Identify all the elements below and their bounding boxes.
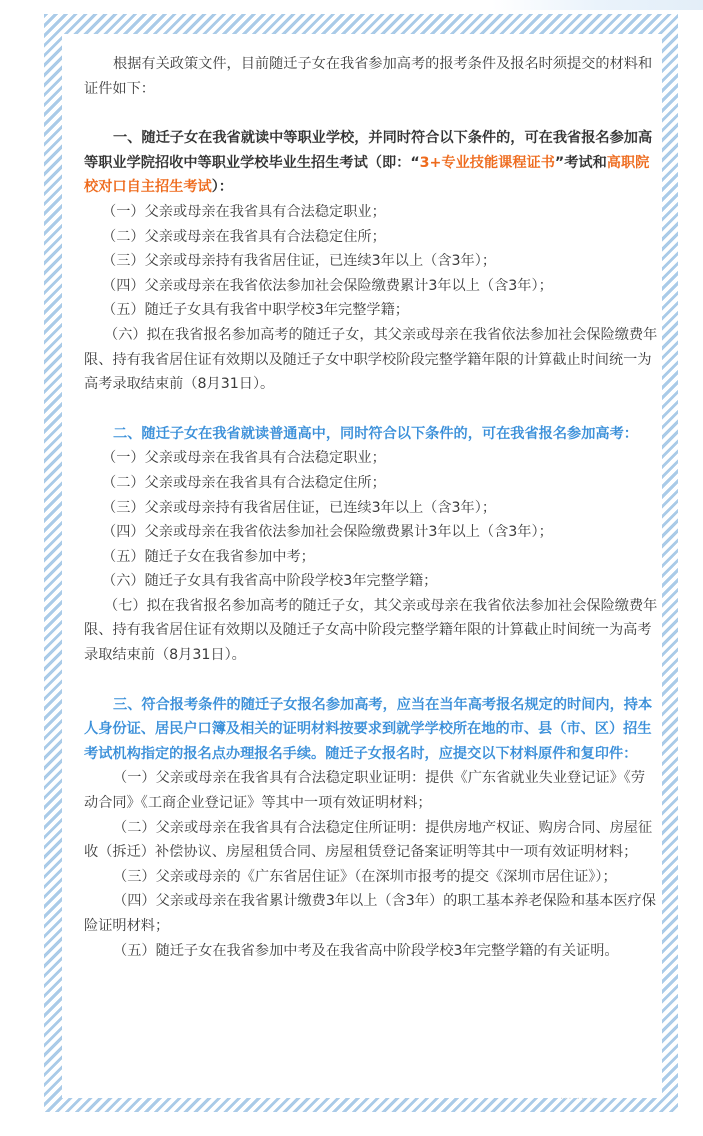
top-decor-strip bbox=[0, 0, 703, 10]
section3-item-2: （二）父亲或母亲在我省具有合法稳定住所证明：提供房地产权证、购房合同、房屋征收（拆迁）补偿协议、房屋租赁合同、房屋租赁登记备案证明等其中一项有效证明材料； bbox=[84, 819, 653, 861]
section1-item-6: （六）拟在我省报名参加高考的随迁子女，其父亲或母亲在我省依法参加社会保险缴费年限、持有我省居住证有效期以及随迁子女中职学校阶段完整学籍年限的计算截止时间统一为高考录取结束前（8月31日）。 bbox=[84, 326, 658, 393]
section2-item-6: （六）随迁子女具有我省高中阶段学校3年完整学籍； bbox=[102, 573, 438, 590]
section1-heading-end: ）： bbox=[211, 179, 233, 196]
section2-item-3: （三）父亲或母亲持有我省居住证，已连续3年以上（含3年）； bbox=[102, 499, 497, 516]
intro-paragraph: 根据有关政策文件，目前随迁子女在我省参加高考的报考条件及报名时须提交的材料和证件如下： bbox=[84, 56, 653, 97]
section1-item-1: （一）父亲或母亲在我省具有合法稳定职业； bbox=[102, 203, 386, 220]
section1-item-2: （二）父亲或母亲在我省具有合法稳定住所； bbox=[102, 228, 386, 245]
section1-heading-text: 一、随迁子女在我省就读中等职业学校，并同时符合以下条件的，可在我省报名参加高等职业学院招收中等职业学校毕业生招生考试（即：“ bbox=[84, 130, 653, 171]
section3-heading: 三、符合报考条件的随迁子女报名参加高考，应当在当年高考报名规定的时间内，持本人身份证、居民户口簿及相关的证明材料按要求到就学学校所在地的市、县（市、区）招生考试机构指定的报名点办理报名手续。随迁子女报名时，应提交以下材料原件和复印件： bbox=[84, 696, 653, 762]
section3-item-3: （三）父亲或母亲的《广东省居住证》（在深圳市报考的提交《深圳市居住证》）； bbox=[113, 868, 617, 885]
section3-item-5: （五）随迁子女在我省参加中考及在我省高中阶段学校3年完整学籍的有关证明。 bbox=[113, 942, 619, 959]
section1-item-3: （三）父亲或母亲持有我省居住证，已连续3年以上（含3年）； bbox=[102, 253, 497, 270]
section1-item-5: （五）随迁子女具有我省中职学校3年完整学籍； bbox=[102, 302, 409, 319]
section2-item-5: （五）随迁子女在我省参加中考； bbox=[102, 548, 315, 565]
section3-item-1: （一）父亲或母亲在我省具有合法稳定职业证明：提供《广东省就业失业登记证》《劳动合同》《工商企业登记证》等其中一项有效证明材料； bbox=[84, 770, 646, 812]
section3-item-4: （四）父亲或母亲在我省累计缴费3年以上（含3年）的职工基本养老保险和基本医疗保险证明材料； bbox=[84, 893, 656, 934]
section1-highlight-1: 3+专业技能课程证书 bbox=[419, 154, 555, 171]
section1-item-4: （四）父亲或母亲在我省依法参加社会保险缴费累计3年以上（含3年）； bbox=[102, 277, 553, 294]
section2-item-7: （七）拟在我省报名参加高考的随迁子女，其父亲或母亲在我省依法参加社会保险缴费年限、持有我省居住证有效期以及随迁子女高中阶段完整学籍年限的计算截止时间统一为高考录取结束前（8月31日）。 bbox=[84, 597, 658, 664]
watermark: ··· ·· ·· · bbox=[560, 1094, 606, 1105]
section2-item-1: （一）父亲或母亲在我省具有合法稳定职业； bbox=[102, 450, 386, 467]
section1-highlight-2: 高职院校对口自主招生考试 bbox=[84, 154, 650, 196]
section2-item-2: （二）父亲或母亲在我省具有合法稳定住所； bbox=[102, 474, 386, 491]
section1-heading-mid: ”考试和 bbox=[554, 154, 607, 171]
article-body bbox=[84, 52, 658, 963]
section2-heading: 二、随迁子女在我省就读普通高中，同时符合以下条件的，可在我省报名参加高考： bbox=[113, 425, 638, 442]
section1-heading bbox=[84, 126, 658, 200]
section2-item-4: （四）父亲或母亲在我省依法参加社会保险缴费累计3年以上（含3年）； bbox=[102, 524, 553, 541]
